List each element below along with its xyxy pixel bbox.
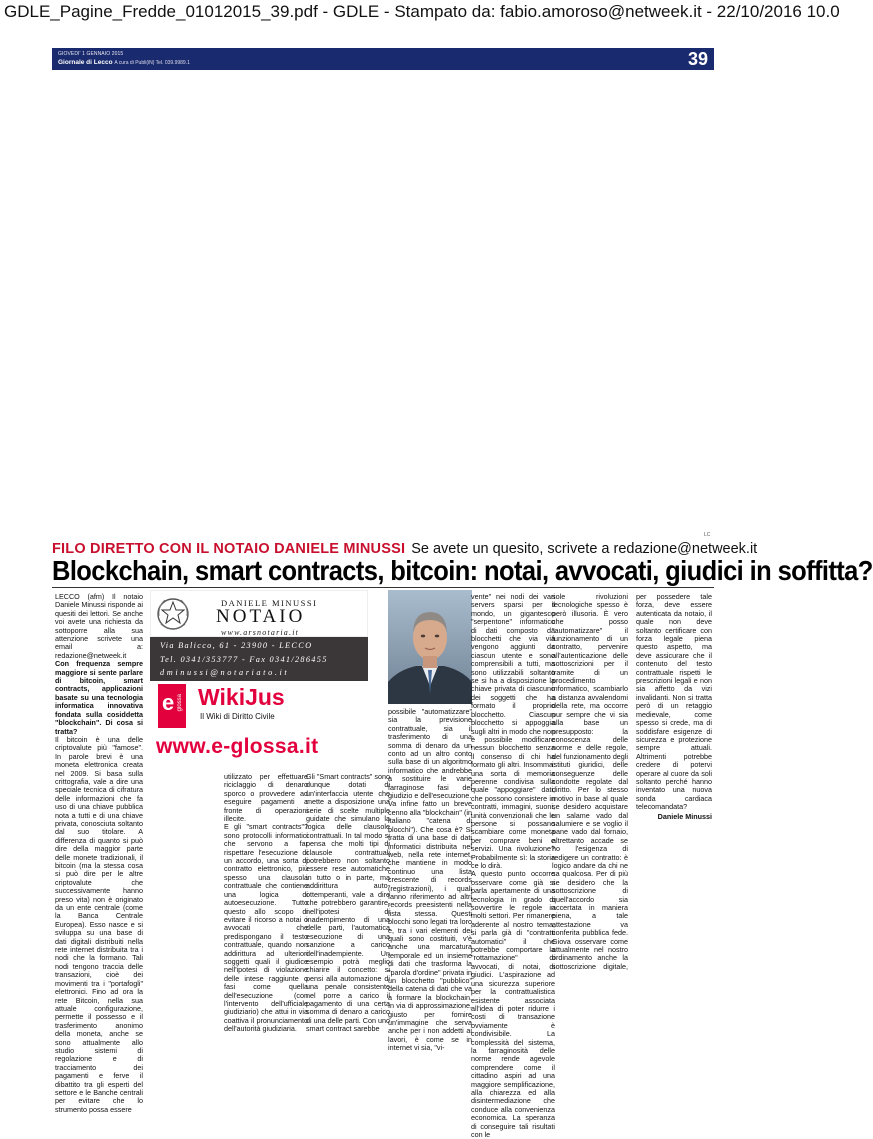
article-paragraph: Va infine fatto un breve cenno alla "blockchain" (in italiano "catena di blocchi"). Che cosa è? Si tratta di una base di dati informatici distribuita nel web, nella rete internet, che mantiene in modo continuo una lista crescente di records (registrazioni), i quali fanno riferimento ad altri records preesistenti nella lista stessa. Questi blocchi sono legati tra loro e, tra i vari elementi dei quali sono costituiti, v'è anche una marcatura temporale ed un insieme di dati che trasforma la "parola d'ordine" privata in un blocchetto "pubblico" della catena di dati che va a formare la blockchain. In via di approssimazione, giusto per fornire un'immagine che serva anche per i non addetti ai lavori, è come se in internet vi sia, "vi- [388,799,472,1053]
wikijus-url: www.e-glossa.it [156,735,319,758]
divider [52,587,714,588]
ad-header [150,590,368,637]
article-paragraph: Gli "Smart contracts" sono dunque dotati di un'interfaccia utente che mette a disposizione una serie di scelte multiple guidate che simulano la logica delle clausole contrattuali. In tal modo si pensa che molti tipi di clausole contrattuali potrebbero non soltanto essere rese automatiche in tutto o in parte, ma addirittura auto-ottemperanti, vale a dire che potrebbero garantire, nell'ipotesi di inadempimento di una delle parti, l'automatica esecuzione di una sanzione a carico dell'inadempiente. Un esempio potrà meglio chiarire il concetto: si pensi alla automazione di una penale consistente nel porre a carico il pagamento di una certa somma di denaro a carico di una delle parti. Con uno smart contract sarebbe [306,772,390,1034]
article-paragraph: vente" nei nodi dei vari servers sparsi per il mondo, un gigantesco "serpentone" informatico di dati composto da blocchetti che via via vengono aggiunti da ciascun utente e sono comprensibili a tutti, ma sono utilizzabili soltanto se si ha a disposizione la chiave privata di ciascuno dei soggetti che ha formato il proprio blocchetto. Ciascun blocchetto si appoggia sugli altri in modo che non è possibile modificare nessun blocchetto senza il consenso di chi ha formato gli altri. Insomma: una sorta di memoria perenne condivisa sulla quale "appoggiare" dati, che possono consistere in contratti, immagini, suoni, unità convenzionali che le persone si possano scambiare come moneta per comprare beni e servizi. Una rivoluzione? Probabilmente sì: la storia ce lo dirà. [471,592,555,870]
article-paragraph: A questo punto occorre osservare come già si parla apertamente di una tecnologia in grado di sovvertire le regole in molti settori. Per rimanere aderente al nostro tema, si parla già di "contratti automatici" il che potrebbe comportare la "rottamazione" di avvocati, di notai, di giudici. L'aspirazione ad una sicurezza superiore per la contrattualistica esistente associata all'idea di poter ridurre i costi di transazione ovviamente è condivisibile. La complessità del sistema, la farraginosità delle norme rende agevole comprendere come il cittadino aspiri ad una maggiore semplificazione, alla chiarezza ed alla disintermediazione che conduce alla convenienza economica. La speranza di conseguire tali risultati con le [471,869,555,1139]
article-column-3 [306,772,390,1034]
article-paragraph: Il bitcoin è una delle criptovalute più "famose". In parole brevi è una moneta elettronica creata nel 2009. Si basa sulla crittografia, vale a dire una speciale tecnica di cifratura delle informazioni che fa uso di una chiave pubblica nota a tutti e di una chiave privata, conosciuta soltanto dal suo titolare. A differenza di quanto si può dire della maggior parte delle monete tradizionali, il bitcoin (ma la stessa cosa si può dire per le altre criptovalute che successivamente hanno preso vita) non è originato da un ente centrale (come la Banca Centrale Europea). Esso nasce e si sviluppa su una base di dati digitali distribuiti nella rete internet distribuita tra i nodi che la formano. Tali nodi tengono traccia delle transazioni, cioè dei movimenti tra i "portafogli" elettronici. Fino ad ora la rete Bitcoin, nella sua attuale configurazione, permette il possesso e il trasferimento anonimo della moneta, anche se sono attualmente allo studio sistemi di regolazione e di tracciamento dei pagamenti e ferve il dibattito tra gli esperti del settore e le Banche centrali per evitare che lo strumento possa essere [55,734,143,1114]
wikijus-banner [150,681,368,768]
question-text: Con frequenza sempre maggiore si sente parlare di bitcoin, smart contracts, applicazioni basate su una tecnologia informatica innovativa fondata sulla cosiddetta "blockchain". Di cosa si tratta? [55,659,143,736]
newspaper-title: Giornale di Lecco [58,59,113,66]
italian-emblem-icon [155,594,191,634]
author-signature: Daniele Minussi [657,811,712,821]
article-paragraph: possibile "automatizzare" sia la previsione contrattuale, sia il trasferimento di una somma di denaro da un conto ad un altro conto sulla base di un algoritmo informatico che andrebbe a sostituire le varie farraginose fasi del giudizio e dell'esecuzione. [388,707,472,801]
page-number: 39 [687,49,708,69]
portrait-photo-icon [388,590,472,704]
headline: Blockchain, smart contracts, bitcoin: notai, avvocati, giudici in soffitta? [52,556,873,587]
notary-advertisement [150,590,368,768]
print-header: GDLE_Pagine_Fredde_01012015_39.pdf - GDLE - Stampato da: fabio.amoroso@netweek.it - 22/10/2016 10.0 [4,2,840,21]
glossa-logo-text: glossa [177,694,183,712]
article-paragraph: sole rivoluzioni tecnologiche spesso è però illusoria. È vero che posso "automatizzare" il funzionamento di un contratto, pervenire all'autenticazione delle sottoscrizioni per il tramite di un procedimento informatico, scambiarlo a distanza avvalendomi della rete, ma occorre pur sempre che vi sia alla base un presupposto: la conoscenza delle norme e delle regole, del funzionamento degli istituti giuridici, delle conseguenze delle condotte regolate dal diritto. Per lo stesso motivo in base al quale se desidero acquistare un salame vado dal salumiere e se voglio il pane vado dal fornaio, altrettanto accade se ho l'esigenza di redigere un contratto: è logico andare da chi ne sa qualcosa. Per di più se desidero che la sottoscrizione di quell'accordo sia accertata in maniera piena, a tale attestazione va conferita pubblica fede. Giova osservare come attualmente nel nostro ordinamento anche la sottoscrizione digitale, per possedere tale forza, deve essere autenticata da notaio, il quale non deve soltanto certificare con forza legale piena questo aspetto, ma deve assicurare che il contenuto del testo contrattuale rispetti le prescrizioni legali e non sia affetto da vizi invalidanti. Non si tratta però di un retaggio medievale, come spesso si crede, ma di soddisfare esigenze di sicurezza e protezione sempre attuali. Altrimenti potrebbe credere di potervi operare al cuore da soli soltanto perché hanno inventato una nuova sonda cardiaca telecomandata? [552,592,712,971]
article-column-2 [224,772,308,1034]
rubric-sub: Se avete un quesito, scrivete a redazione@netweek.it [411,541,758,557]
glossa-logo-e: e [162,690,175,715]
article-column-6 [552,593,712,973]
wikijus-subtitle: Il Wiki di Diritto Civile [200,712,275,721]
newspaper-page-header [52,48,714,70]
notary-phone: Tel. 0341/353777 - Fax 0341/286455 [160,655,328,664]
glossa-logo [158,684,186,728]
article-question [55,660,143,736]
notary-name: DANIELE MINUSSI [221,598,318,608]
notary-address: Via Balicco, 61 - 23900 - LECCO [160,641,313,650]
credit-line: A cura di Publi(iN) Tel. 039.9989.1 [114,60,190,66]
article-column-5 [471,592,555,1139]
article-column-1 [55,592,143,1114]
notary-email: dminussi@notariato.it [160,668,290,677]
article-intro: LECCO (afm) Il notaio Daniele Minussi risponde ai quesiti dei lettori. Se anche voi avete una richiesta da sottoporre alla sua attenzione scrivete una email a: redazione@netweek.it [55,592,143,660]
corner-mark: LC [704,532,711,538]
newspaper-name [58,59,190,66]
wikijus-title: WikiJus [198,684,285,710]
rubric-label: FILO DIRETTO CON IL NOTAIO DANIELE MINUSSI [52,541,406,557]
article-paragraph: E gli "smart contracts"? sono protocolli informatici che servono a far rispettare l'esecuzione di un accordo, una sorta di contratto elettronico, più spesso una clausola contrattuale che contiene una logica di autoesecuzione. Tutto questo allo scopo di evitare il ricorso a notai o avvocati che predispongano il testo contrattuale, quando non addirittura ad ulteriori soggetti quali il giudice nell'ipotesi di violazione delle intese raggiunte o fasi come quella dell'esecuzione (con l'intervento dell'ufficiale giudiziario) che attui in via coattiva il pronunciamento dell'autorità giudiziaria. [224,822,308,1034]
issue-date: GIOVEDI' 1 GENNAIO 2015 [58,51,124,57]
article-column-4 [388,707,472,1053]
article-paragraph: utilizzato per effettuare riciclaggio di denaro sporco o provvedere ad eseguire pagamenti a fronte di operazioni illecite. [224,772,308,824]
notary-website: www.arsnotaria.it [221,628,300,637]
notary-title: NOTAIO [216,606,306,627]
author-portrait [388,590,472,704]
ad-contact-band [150,637,368,681]
